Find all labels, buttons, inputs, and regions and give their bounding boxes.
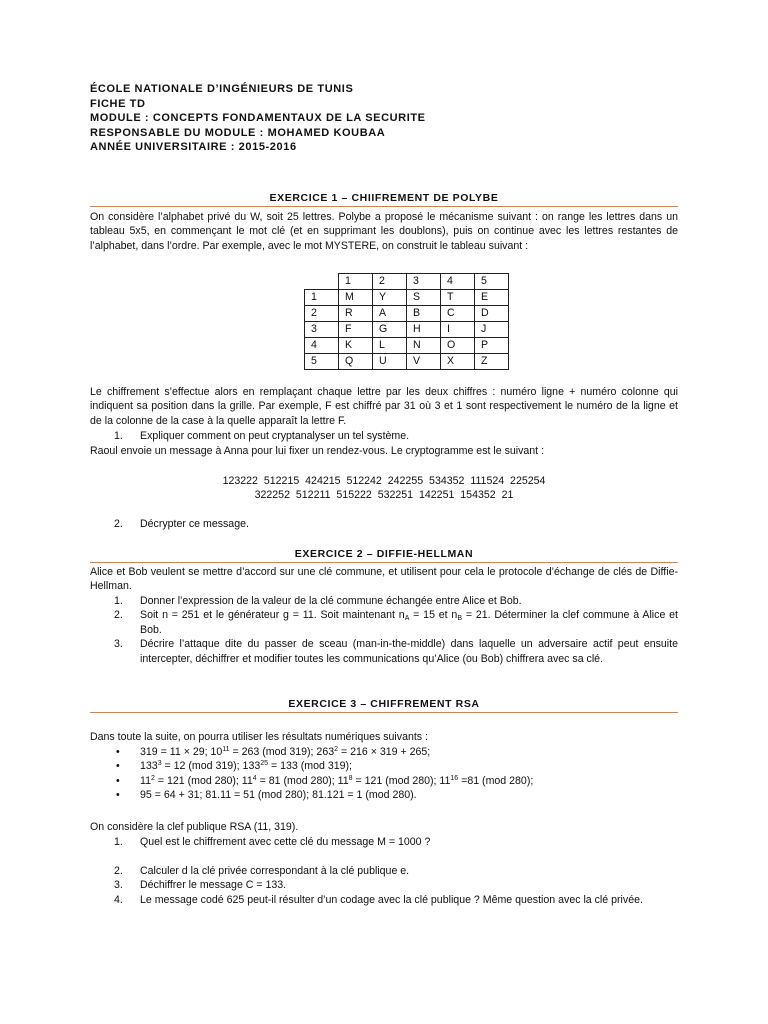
text-run: = 216 × 319 + 265;: [338, 746, 431, 758]
table-cell: A: [373, 306, 407, 322]
table-header-row: [305, 274, 509, 290]
cryptogram-line-2: 322252 512211 515222 532251 142251 154352 21: [254, 489, 514, 501]
superscript: 2: [151, 774, 155, 782]
table-cell: M: [339, 290, 373, 306]
question-text: Quel est le chiffrement avec cette clé du message M = 1000 ?: [140, 836, 431, 848]
list-number: 4.: [114, 893, 123, 906]
table-cell: O: [441, 338, 475, 354]
table-cell: Z: [475, 354, 509, 370]
exercise-1-raoul: Raoul envoie un message à Anna pour lui fixer un rendez-vous. Le cryptogramme est le suivant :: [90, 445, 545, 457]
text-run: 95 = 64 + 31; 81.11 = 51 (mod 280); 81.121 = 1 (mod 280).: [140, 789, 417, 802]
table-cell: X: [441, 354, 475, 370]
module-responsible: RESPONSABLE DU MODULE : MOHAMED KOUBAA: [90, 126, 386, 139]
list-number: 3.: [114, 879, 123, 892]
numeric-results-list: [90, 745, 678, 803]
table-cell: S: [407, 290, 441, 306]
exercise-3-title: EXERCICE 3 – CHIFFREMENT RSA: [90, 698, 678, 713]
question-text: Le message codé 625 peut-il résulter d’un codage avec la clé publique ? Même question avec la clé privée.: [140, 893, 643, 906]
table-cell: H: [407, 322, 441, 338]
table-cell: Y: [373, 290, 407, 306]
col-header: 1: [339, 274, 373, 290]
exercise-2-intro: Alice et Bob veulent se mettre d’accord sur une clé commune, et utilisent pour cela le protocole d’échange de clés de Diffie-Hellman.: [90, 566, 678, 593]
exercise-2-questions: [90, 594, 678, 666]
col-header: 3: [407, 274, 441, 290]
polybe-table: [304, 273, 509, 370]
document-header: [90, 82, 426, 155]
table-row: [305, 322, 509, 338]
list-number: 3.: [114, 638, 123, 651]
bullet-icon: •: [116, 774, 120, 787]
subscript-b: B: [457, 615, 462, 623]
cryptogram-line-1: 123222 512215 424215 512242 242255 534352 111524 225254: [222, 475, 546, 487]
text-run: 11: [140, 774, 151, 787]
list-item: [90, 788, 678, 802]
bullet-icon: •: [116, 789, 120, 802]
superscript: 4: [252, 774, 257, 782]
table-row: [305, 338, 509, 354]
table-cell: L: [373, 338, 407, 354]
list-number: 2.: [114, 609, 123, 622]
question-text: Décrypter ce message.: [140, 518, 249, 530]
table-cell: J: [475, 322, 509, 338]
col-header: 5: [475, 274, 509, 290]
list-item: [90, 745, 678, 759]
list-number: 2.: [114, 865, 123, 877]
text-run: = 133 (mod 319);: [268, 760, 352, 773]
question-text: Calculer d la clé privée correspondant à la clé publique e.: [140, 865, 410, 877]
question-text-b: = 15 et n: [409, 609, 458, 622]
module-name: MODULE : CONCEPTS FONDAMENTAUX DE LA SECURITE: [90, 112, 426, 125]
exercise-3-question-1: [90, 835, 678, 849]
exercise-2-title: EXERCICE 2 – DIFFIE-HELLMAN: [90, 548, 678, 563]
list-number: 2.: [114, 518, 123, 530]
table-row: [305, 306, 509, 322]
school-name: ÉCOLE NATIONALE D’INGÉNIEURS DE TUNIS: [90, 83, 354, 95]
question-text: Expliquer comment on peut cryptanalyser un tel système.: [140, 430, 410, 442]
question-text-c: = 21. Déterminer la clef commune à Alice et Bob.: [140, 609, 678, 636]
table-cell: B: [407, 306, 441, 322]
table-cell: T: [441, 290, 475, 306]
exercise-1-question-2: [90, 517, 678, 531]
superscript: 16: [450, 774, 459, 782]
table-cell: D: [475, 306, 509, 322]
text-run: = 81 (mod 280); 11: [256, 774, 349, 787]
superscript: 3: [157, 760, 162, 768]
table-cell: N: [407, 338, 441, 354]
list-number: 1.: [114, 595, 123, 607]
list-item: [90, 774, 678, 788]
academic-year: ANNÉE UNIVERSITAIRE : 2015-2016: [90, 141, 297, 154]
col-header: 2: [373, 274, 407, 290]
exercise-1-intro: On considère l’alphabet privé du W, soit 25 lettres. Polybe a proposé le mécanisme suivant : on range les lettres dans un tableau 5x5, en commençant le mot clé (et en supprimant les doublons), puis on continue avec les lettres restantes de l’alphabet, dans l’ordre. Par exemple, avec le mot MYSTERE, on construit le tableau suivant :: [90, 211, 678, 252]
exercise-3-public-key: On considère la clef publique RSA (11, 319).: [90, 821, 299, 833]
question-text: Décrire l’attaque dite du passer de sceau (man-in-the-middle) dans laquelle un adversaire actif peut ensuite intercepter, déchiffrer et modifier toutes les communications qu’Alice (ou Bob) chiffrera avec sa clé.: [140, 638, 678, 665]
col-header: 4: [441, 274, 475, 290]
text-run: = 12 (mod 319); 133: [161, 760, 261, 773]
row-label: 5: [305, 354, 339, 370]
list-item: [90, 759, 678, 773]
table-row: [305, 354, 509, 370]
table-cell: G: [373, 322, 407, 338]
doc-type: FICHE TD: [90, 97, 146, 110]
text-run: 319 = 11 × 29; 10: [140, 746, 223, 758]
text-run: = 121 (mod 280); 11: [352, 774, 451, 787]
row-label: 2: [305, 306, 339, 322]
table-cell: F: [339, 322, 373, 338]
list-number: 1.: [114, 836, 123, 848]
row-label: 4: [305, 338, 339, 354]
subscript-a: A: [404, 615, 410, 623]
question-text: Déchiffrer le message C = 133.: [140, 879, 287, 892]
exercise-1-explanation: Le chiffrement s’effectue alors en remplaçant chaque lettre par les deux chiffres : numéro ligne + numéro colonne qui indiquent sa position dans la grille. Par exemple, F est chiffré par 31 où 3 et 1 sont respectivement le numéro de la ligne et de la colonne de la case à la quelle apparaît la lettre F.: [90, 386, 678, 427]
text-run: 133: [140, 760, 158, 773]
superscript: 25: [260, 760, 269, 768]
table-cell: V: [407, 354, 441, 370]
superscript: 8: [348, 774, 353, 782]
table-row: [305, 290, 509, 306]
table-cell: R: [339, 306, 373, 322]
text-run: = 121 (mod 280); 11: [154, 774, 253, 787]
question-text: Donner l’expression de la valeur de la clé commune échangée entre Alice et Bob.: [140, 595, 522, 607]
text-run: =81 (mod 280);: [458, 774, 534, 787]
superscript: 11: [222, 746, 230, 753]
superscript: 2: [334, 746, 339, 753]
row-label: 3: [305, 322, 339, 338]
table-cell: U: [373, 354, 407, 370]
bullet-icon: •: [116, 760, 120, 773]
table-cell: Q: [339, 354, 373, 370]
table-corner: [305, 274, 339, 290]
bullet-icon: •: [116, 746, 120, 758]
exercise-1-title: EXERCICE 1 – CHIIFREMENT DE POLYBE: [90, 192, 678, 207]
list-number: 1.: [114, 430, 123, 442]
question-text-a: Soit n = 251 et le générateur g = 11. Soit maintenant n: [140, 609, 405, 622]
table-cell: C: [441, 306, 475, 322]
table-cell: K: [339, 338, 373, 354]
exercise-3-intro: Dans toute la suite, on pourra utiliser les résultats numériques suivants :: [90, 731, 428, 743]
table-cell: I: [441, 322, 475, 338]
table-cell: P: [475, 338, 509, 354]
exercise-1-question-1: [90, 429, 678, 443]
row-label: 1: [305, 290, 339, 306]
text-run: = 263 (mod 319); 263: [229, 746, 335, 758]
table-cell: E: [475, 290, 509, 306]
exercise-3-questions: [90, 864, 678, 907]
